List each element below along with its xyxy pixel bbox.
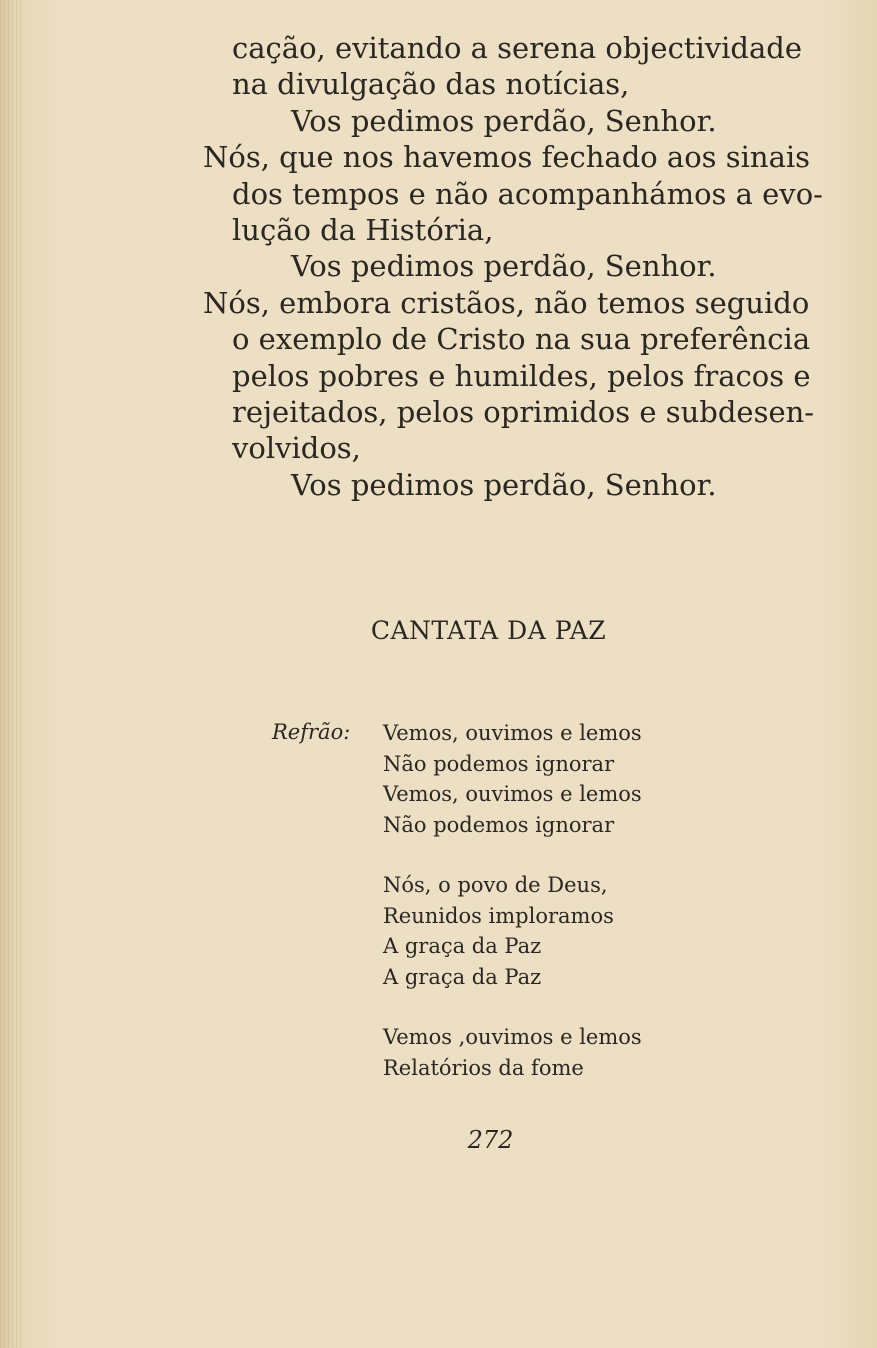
verse-line: Reunidos imploramos xyxy=(383,903,614,928)
stanza xyxy=(383,1022,642,1083)
prose-line: rejeitados, pelos oprimidos e subdesen- xyxy=(232,394,815,429)
prose-line: pelos pobres e humildes, pelos fracos e xyxy=(232,358,811,393)
prose-response-line: Vos pedimos perdão, Senhor. xyxy=(291,103,717,138)
verse-line: A graça da Paz xyxy=(383,934,542,958)
prose-line: dos tempos e não acompanhámos a evo- xyxy=(232,176,823,211)
stanza xyxy=(383,870,642,992)
song-title xyxy=(0,616,877,645)
refrain-label: Refrão: xyxy=(272,720,351,744)
prose-response-line: Vos pedimos perdão, Senhor. xyxy=(291,467,717,502)
verse-line: A graça da Paz xyxy=(383,964,542,989)
verse-line: Nós, o povo de Deus, xyxy=(383,873,608,897)
verse-line: Não podemos ignorar xyxy=(383,751,615,776)
page-number-text: 272 xyxy=(467,1126,514,1154)
song-title-text: CANTATA DA PAZ xyxy=(370,616,607,645)
prose-block xyxy=(203,30,823,503)
verse-line: Não podemos ignorar xyxy=(383,812,615,837)
prose-line: Nós, embora cristãos, não temos seguido xyxy=(203,285,810,320)
page-number xyxy=(0,1126,877,1154)
prose-line: lução da História, xyxy=(232,212,494,247)
prose-line: na divulgação das notícias, xyxy=(232,67,630,102)
prose-line: Nós, que nos havemos fechado aos sinais xyxy=(203,140,811,175)
verse-line: Vemos, ouvimos e lemos xyxy=(383,782,642,806)
song-verses xyxy=(383,718,642,1113)
verse-line: Relatórios da fome xyxy=(383,1055,584,1080)
verse-line: Vemos, ouvimos e lemos xyxy=(383,721,642,745)
prose-line: o exemplo de Cristo na sua preferência xyxy=(232,322,811,357)
prose-line: cação, evitando a serena objectividade xyxy=(232,31,802,65)
stanza-refrain xyxy=(383,718,642,840)
prose-line: volvidos, xyxy=(232,431,361,466)
verse-line: Vemos ,ouvimos e lemos xyxy=(383,1025,642,1049)
prose-response-line: Vos pedimos perdão, Senhor. xyxy=(291,249,717,284)
